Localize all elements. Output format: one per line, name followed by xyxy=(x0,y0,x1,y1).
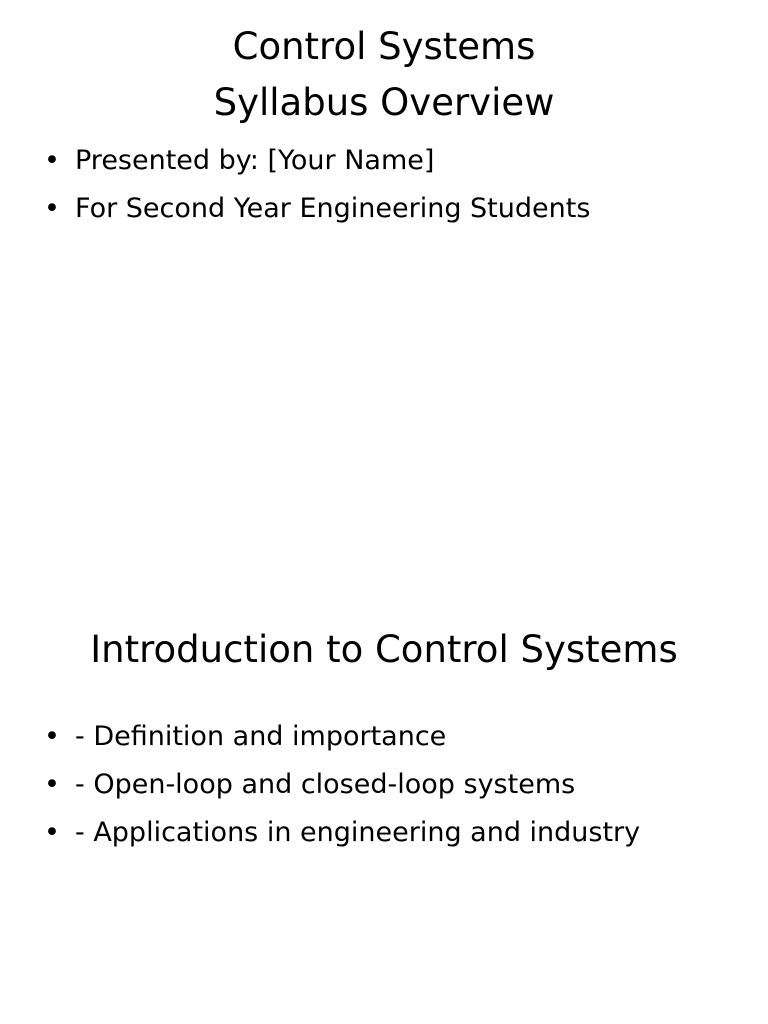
bullet-item xyxy=(44,761,744,809)
bullet-item xyxy=(44,713,744,761)
bullet-icon: • xyxy=(44,721,60,752)
bullet-list xyxy=(44,137,744,233)
bullet-text: - Open-loop and closed-loop systems xyxy=(75,769,576,800)
bullet-text: For Second Year Engineering Students xyxy=(75,193,591,224)
title-line: Control Systems xyxy=(232,25,536,68)
bullet-item xyxy=(44,185,744,233)
bullet-item xyxy=(44,137,744,185)
bullet-icon: • xyxy=(44,769,60,800)
title-line: Syllabus Overview xyxy=(213,81,555,124)
slide-2 xyxy=(0,512,768,1024)
slide-title xyxy=(0,19,768,131)
title-line: Introduction to Control Systems xyxy=(90,628,678,671)
bullet-text: Presented by: [Your Name] xyxy=(75,145,435,176)
slide-title xyxy=(0,622,768,678)
bullet-list xyxy=(44,713,744,857)
bullet-icon: • xyxy=(44,193,60,224)
bullet-text: - Definition and importance xyxy=(75,721,447,752)
bullet-icon: • xyxy=(44,145,60,176)
bullet-icon: • xyxy=(44,817,60,848)
bullet-text: - Applications in engineering and industry xyxy=(75,817,641,848)
bullet-item xyxy=(44,809,744,857)
